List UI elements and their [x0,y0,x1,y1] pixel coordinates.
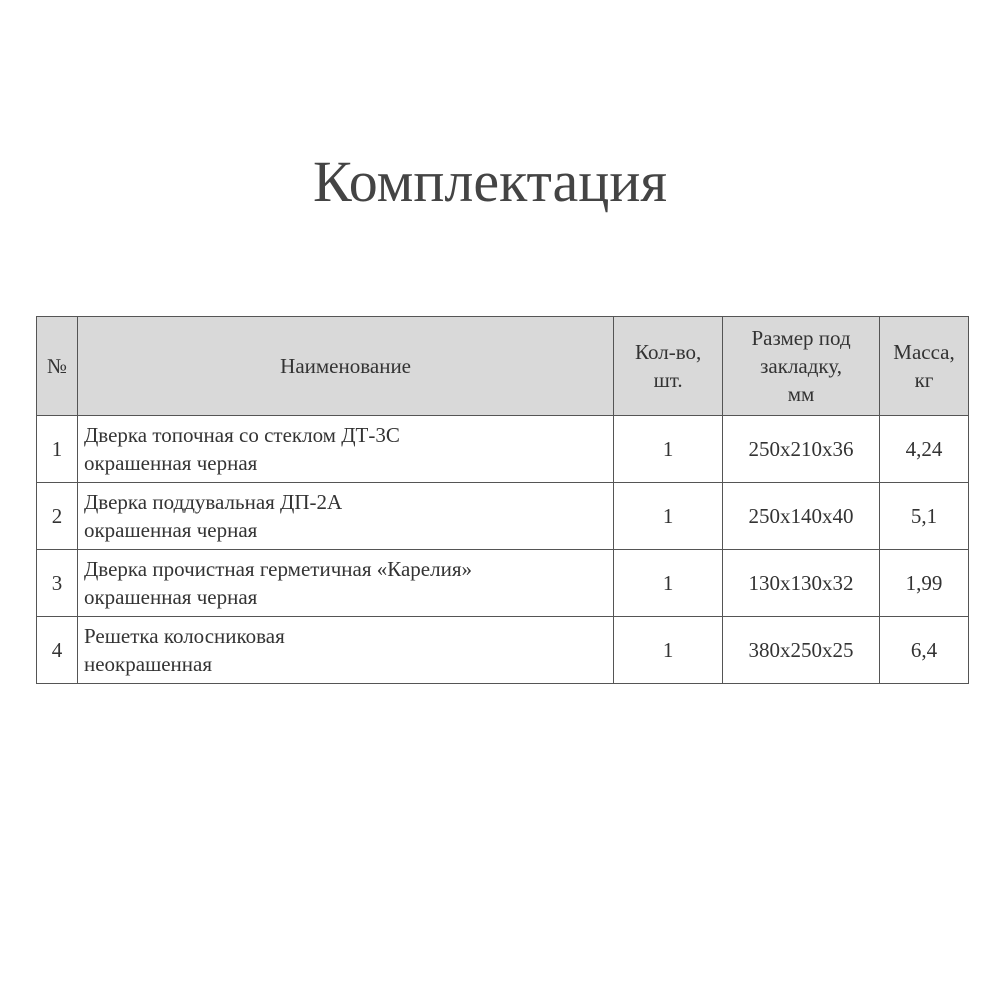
table-row [37,617,969,684]
header-size: Размер под закладку, мм [723,317,880,416]
table-header-row [37,317,969,416]
cell-mass: 6,4 [880,617,969,684]
cell-name: Дверка топочная со стеклом ДТ-3С окрашенная черная [77,416,613,483]
header-name: Наименование [77,317,613,416]
table-row [37,416,969,483]
cell-mass: 4,24 [880,416,969,483]
cell-num: 2 [37,483,78,550]
cell-size: 250х140х40 [723,483,880,550]
cell-num: 3 [37,550,78,617]
cell-size: 130х130х32 [723,550,880,617]
cell-name: Решетка колосниковая неокрашенная [77,617,613,684]
cell-mass: 1,99 [880,550,969,617]
cell-qty: 1 [614,617,723,684]
header-mass: Масса, кг [880,317,969,416]
cell-qty: 1 [614,550,723,617]
page-title: Комплектация [312,149,668,214]
table-row [37,483,969,550]
cell-mass: 5,1 [880,483,969,550]
cell-name: Дверка поддувальная ДП-2А окрашенная черная [77,483,613,550]
equipment-table [36,316,969,684]
cell-qty: 1 [614,483,723,550]
header-num: № [37,317,78,416]
cell-size: 380х250х25 [723,617,880,684]
cell-num: 1 [37,416,78,483]
cell-name: Дверка прочистная герметичная «Карелия» окрашенная черная [77,550,613,617]
cell-qty: 1 [614,416,723,483]
header-qty: Кол-во, шт. [614,317,723,416]
cell-num: 4 [37,617,78,684]
table-row [37,550,969,617]
cell-size: 250х210х36 [723,416,880,483]
